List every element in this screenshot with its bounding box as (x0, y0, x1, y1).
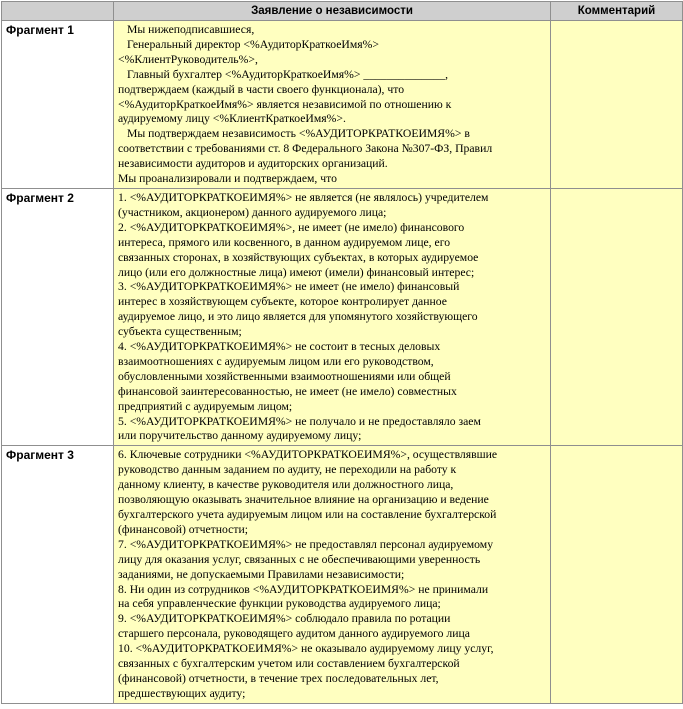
statement-line: взаимоотношениях с аудируемым лицом или его руководством, (118, 354, 434, 368)
statement-line: субъекта существенным; (118, 325, 242, 339)
header-fragment (2, 2, 114, 21)
statement-line: 7. <%АУДИТОРКРАТКОЕИМЯ%> не предоставлял персонал аудируемому (118, 537, 494, 551)
statement-line: обусловленными хозяйственными взаимоотношениями или общей (118, 369, 451, 383)
statement-line: интерес в хозяйствующем субъекте, которое контролирует данное (118, 295, 447, 309)
statement-line: аудируемому лицу <%КлиентКраткоеИмя%>. (118, 112, 346, 126)
table-row (2, 188, 683, 445)
statement-line: данному клиенту, в качестве руководителя или должностного лица, (118, 478, 454, 492)
statement-line: предприятий с аудируемым лицом; (118, 399, 293, 413)
fragment-label: Фрагмент 1 (2, 21, 114, 189)
statement-line: 5. <%АУДИТОРКРАТКОЕИМЯ%> не получало и не предоставляло заем (118, 414, 481, 428)
statement-line: старшего персонала, руководящего аудитом данного аудируемого лица (118, 627, 470, 641)
statement-line: 6. Ключевые сотрудники <%АУДИТОРКРАТКОЕИМЯ%>, осуществлявшие (118, 448, 498, 462)
statement-line: Мы нижеподписавшиеся, (127, 23, 255, 36)
statement-line: подтверждаем (каждый в части своего функционала), что (118, 82, 405, 96)
independence-statement-table (1, 1, 683, 704)
statement-cell (114, 188, 551, 445)
independence-statement-table-container (1, 1, 683, 704)
statement-line: позволяющую оказывать значительное влияние на организацию и ведение (118, 493, 489, 507)
statement-line: 2. <%АУДИТОРКРАТКОЕИМЯ%>, не имеет (не имело) финансового (118, 220, 465, 234)
statement-line: предшествующих аудиту; (118, 686, 246, 700)
statement-line: (финансовой) отчетности; (118, 522, 248, 536)
statement-line: 10. <%АУДИТОРКРАТКОЕИМЯ%> не оказывало аудируемому лицу услуг, (118, 642, 494, 656)
statement-line: финансовой заинтересованностью, не имеет (не имело) совместных (118, 384, 457, 398)
statement-line: связанных сторонах, в хозяйствующих субъектах, в которых аудируемое (118, 250, 479, 264)
statement-line: 1. <%АУДИТОРКРАТКОЕИМЯ%> не является (не являлось) учредителем (118, 190, 489, 204)
statement-line: 8. Ни один из сотрудников <%АУДИТОРКРАТКОЕИМЯ%> не принимали (118, 582, 489, 596)
statement-line: Генеральный директор <%АудиторКраткоеИмя%> (127, 37, 379, 51)
statement-line: (финансовой) отчетности, в течение трех последовательных лет, (118, 671, 439, 685)
fragment-label: Фрагмент 3 (2, 446, 114, 703)
header-comment: Комментарий (551, 2, 683, 21)
table-row (2, 446, 683, 703)
statement-line: соответствии с требованиями ст. 8 Федерального Закона №307-ФЗ, Правил (118, 142, 493, 156)
statement-line: Мы подтверждаем независимость <%АУДИТОРКРАТКОЕИМЯ%> в (127, 127, 470, 141)
statement-line: руководство данным заданием по аудиту, не переходили на работу к (118, 463, 457, 477)
statement-line: <%КлиентРуководитель%>, (118, 52, 258, 66)
comment-cell[interactable] (551, 446, 683, 703)
header-row (2, 2, 683, 21)
statement-line: бухгалтерского учета аудируемым лицом или на составление бухгалтерской (118, 508, 497, 521)
statement-line: связанных с бухгалтерским учетом или составлением бухгалтерской (118, 657, 460, 671)
statement-line: лицо (или его должностные лица) имеют (имели) финансовый интерес; (118, 265, 475, 279)
statement-line: 4. <%АУДИТОРКРАТКОЕИМЯ%> не состоит в тесных деловых (118, 340, 441, 354)
statement-line: независимости аудиторов и аудиторских организаций. (118, 157, 388, 171)
statement-line: интереса, прямого или косвенного, в данном аудируемом лице, его (118, 235, 451, 249)
statement-line: <%АудиторКраткоеИмя%> является независимой по отношению к (118, 97, 452, 111)
statement-line: заданиями, не допускаемыми Правилами независимости; (118, 567, 405, 581)
statement-line: лицу для оказания услуг, связанных с не обеспечивающими уверенность (118, 552, 481, 566)
statement-line: Главный бухгалтер <%АудиторКраткоеИмя%> ______________, (127, 67, 449, 81)
statement-line: аудируемое лицо, и это лицо является для упомянутого хозяйствующего (118, 310, 478, 324)
statement-cell (114, 446, 551, 703)
table-row (2, 21, 683, 189)
fragment-label: Фрагмент 2 (2, 188, 114, 445)
statement-line: Мы проанализировали и подтверждаем, что (118, 172, 337, 186)
statement-line: или поручительство данному аудируемому лицу; (118, 429, 362, 443)
statement-line: на себя управленческие функции руководства аудируемого лица; (118, 597, 441, 611)
statement-line: (участником, акционером) данного аудируемого лица; (118, 205, 387, 219)
statement-cell (114, 21, 551, 189)
comment-cell[interactable] (551, 188, 683, 445)
header-statement: Заявление о независимости (114, 2, 551, 21)
statement-line: 3. <%АУДИТОРКРАТКОЕИМЯ%> не имеет (не имело) финансовый (118, 280, 460, 294)
statement-line: 9. <%АУДИТОРКРАТКОЕИМЯ%> соблюдало правила по ротации (118, 612, 451, 626)
comment-cell[interactable] (551, 21, 683, 189)
